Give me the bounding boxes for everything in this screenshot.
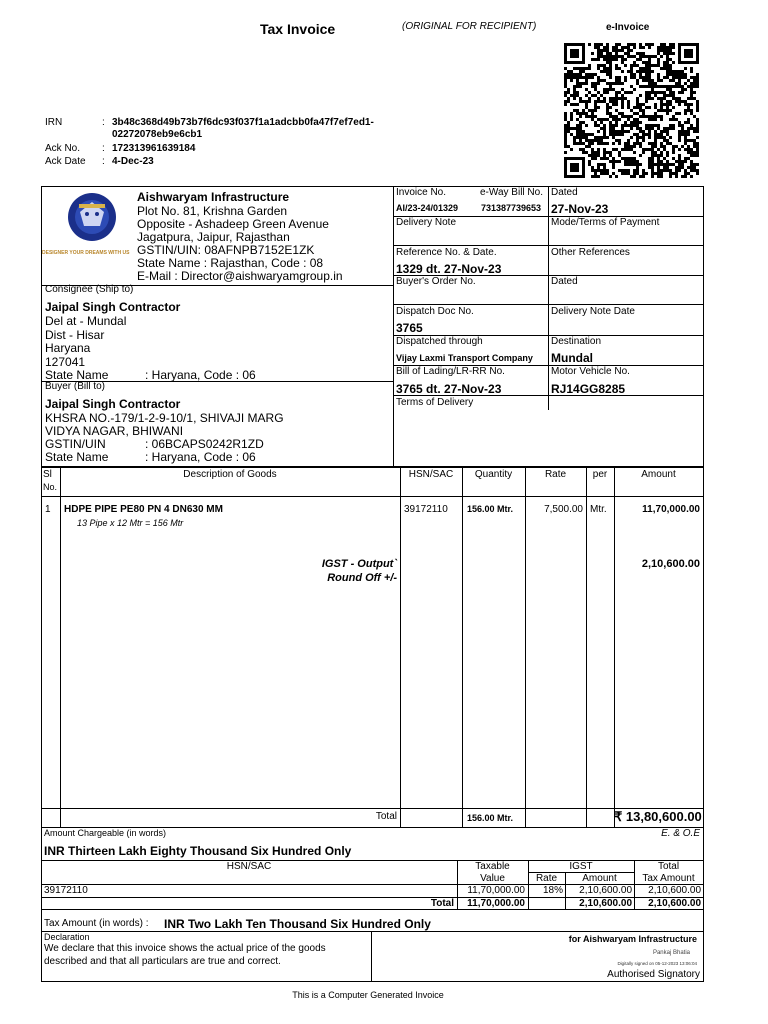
declaration-label: Declaration [44, 932, 90, 942]
summary-amount-header: Amount [582, 873, 617, 884]
tax-words-label: Tax Amount (in words) : [44, 918, 149, 929]
irn-value-line1: 3b48c368d49b73b7f6dc93f037f1a1adcbb0fa47f7ef7ed1- [112, 117, 374, 128]
consignee-state-value: : Haryana, Code : 06 [145, 368, 256, 382]
summary-rate-header: Rate [535, 873, 558, 884]
summary-total-header-2: Tax Amount [642, 873, 695, 884]
dispatch-doc-label: Dispatch Doc No. [396, 306, 474, 317]
seller-gstin: GSTIN/UIN: 08AFNPB7152E1ZK [137, 243, 315, 257]
ack-date-colon: : [102, 156, 105, 167]
col-sl: Sl [43, 469, 52, 480]
amount-in-words: INR Thirteen Lakh Eighty Thousand Six Hundred Only [44, 844, 352, 858]
delivery-note-label: Delivery Note [396, 217, 457, 228]
summary-total-amount: 2,10,600.00 [579, 898, 632, 909]
eway-bill-value: 731387739653 [481, 203, 542, 213]
consignee-line-1: Del at - Mundal [45, 314, 127, 328]
summary-row-amount: 2,10,600.00 [579, 885, 632, 896]
consignee-line-2: Dist - Hisar [45, 328, 105, 342]
consignee-name: Jaipal Singh Contractor [45, 300, 181, 314]
irn-colon: : [102, 117, 105, 128]
terms-of-delivery-label: Terms of Delivery [396, 397, 474, 408]
invoice-title: Tax Invoice [260, 21, 336, 37]
invoice-no-label: Invoice No. [396, 187, 447, 198]
buyers-order-label: Buyer's Order No. [396, 276, 476, 287]
ack-no-colon: : [102, 143, 105, 154]
col-no: No. [43, 482, 58, 492]
buyer-state-label: State Name [45, 450, 109, 464]
col-quantity: Quantity [474, 469, 513, 480]
seller-address-1: Plot No. 81, Krishna Garden [137, 204, 288, 218]
dispatched-through-label: Dispatched through [396, 336, 483, 347]
ack-no-value: 172313961639184 [112, 143, 196, 154]
for-company-label: for Aishwaryam Infrastructure [568, 934, 697, 944]
qr-code [564, 43, 700, 181]
seller-address-2: Opposite - Ashadeep Green Avenue [137, 217, 329, 231]
computer-generated-note: This is a Computer Generated Invoice [292, 990, 444, 1000]
motor-vehicle-label: Motor Vehicle No. [551, 366, 630, 377]
consignee-label: Consignee (Ship to) [45, 284, 134, 295]
dated-label: Dated [551, 187, 578, 198]
motor-vehicle-value: RJ14GG8285 [551, 382, 626, 396]
igst-output-label: IGST - Output` [321, 558, 397, 570]
declaration-text-2: described and that all particulars are true and correct. [44, 956, 281, 967]
dated2-label: Dated [551, 276, 578, 287]
invoice-no-value: AI/23-24/01329 [396, 203, 459, 213]
other-references-label: Other References [551, 247, 630, 258]
summary-hsn-header: HSN/SAC [226, 861, 272, 872]
summary-igst-header: IGST [569, 861, 593, 872]
summary-total-taxable: 11,70,000.00 [467, 898, 525, 909]
item-per: Mtr. [590, 504, 607, 515]
declaration-text-1: We declare that this invoice shows the actual price of the goods [44, 943, 326, 954]
col-description: Description of Goods [183, 469, 277, 480]
signer-name: Pankaj Bhatia [652, 950, 690, 956]
summary-total-label: Total [430, 898, 454, 909]
round-off-label: Round Off +/- [327, 572, 397, 584]
item-description: HDPE PIPE PE80 PN 4 DN630 MM [64, 504, 223, 515]
company-logo [54, 190, 130, 252]
irn-value-line2: 02272078eb9e6cb1 [112, 129, 203, 140]
buyer-gstin-value: : 06BCAPS0242R1ZD [145, 437, 264, 451]
digital-signature-stamp: Digitally signed on 05-12-2023 13:06:04 [617, 961, 697, 966]
summary-row-total: 2,10,600.00 [648, 885, 701, 896]
seller-state: State Name : Rajasthan, Code : 08 [137, 256, 324, 270]
tax-words-value: INR Two Lakh Ten Thousand Six Hundred Only [164, 917, 431, 931]
bill-lading-label: Bill of Lading/LR-RR No. [396, 366, 505, 377]
ack-date-label: Ack Date [45, 156, 86, 167]
summary-row-rate: 18% [542, 885, 563, 896]
col-amount: Amount [641, 469, 676, 480]
item-amount: 11,70,000.00 [642, 504, 700, 515]
igst-output-amount: 2,10,600.00 [641, 558, 700, 570]
delivery-note-date-label: Delivery Note Date [551, 306, 635, 317]
authorised-signatory-label: Authorised Signatory [607, 969, 700, 980]
summary-total-tax: 2,10,600.00 [648, 898, 701, 909]
dispatch-doc-value: 3765 [396, 321, 423, 335]
consignee-line-3: Haryana [45, 341, 91, 355]
total-amount: ₹ 13,80,600.00 [614, 809, 702, 824]
destination-label: Destination [551, 336, 602, 347]
eoe-label: E. & O.E [661, 828, 700, 839]
item-quantity: 156.00 Mtr. [467, 504, 514, 514]
total-label: Total [375, 811, 397, 822]
seller-address-3: Jagatpura, Jaipur, Rajasthan [137, 230, 290, 244]
col-rate: Rate [544, 469, 567, 480]
dispatched-through-value: Vijay Laxmi Transport Company [396, 353, 533, 363]
summary-total-header-1: Total [657, 861, 680, 872]
item-hsn: 39172110 [404, 504, 448, 515]
dated-value: 27-Nov-23 [551, 202, 609, 216]
eway-bill-label: e-Way Bill No. [480, 187, 543, 198]
col-hsn: HSN/SAC [408, 469, 454, 480]
buyer-gstin-label: GSTIN/UIN [45, 437, 106, 451]
seller-email: E-Mail : Director@aishwaryamgroup.in [137, 269, 343, 283]
summary-taxable-header-1: Taxable [475, 861, 510, 872]
destination-value: Mundal [551, 351, 593, 365]
logo-tagline: DESIGNER YOUR DREAMS WITH US [42, 250, 130, 256]
reference-value: 1329 dt. 27-Nov-23 [396, 262, 502, 276]
summary-row-taxable: 11,70,000.00 [467, 885, 525, 896]
summary-taxable-header-2: Value [480, 873, 505, 884]
total-quantity: 156.00 Mtr. [467, 813, 514, 823]
ack-no-label: Ack No. [45, 143, 81, 154]
mode-terms-label: Mode/Terms of Payment [551, 217, 660, 228]
consignee-line-4: 127041 [45, 355, 86, 369]
irn-label: IRN [45, 117, 63, 128]
summary-row-hsn: 39172110 [44, 885, 88, 896]
buyer-line-1: KHSRA NO.-179/1-2-9-10/1, SHIVAJI MARG [45, 411, 284, 425]
reference-label: Reference No. & Date. [396, 247, 497, 258]
einvoice-label: e-Invoice [606, 22, 650, 33]
col-per: per [592, 469, 608, 480]
buyer-line-2: VIDYA NAGAR, BHIWANI [45, 424, 184, 438]
ack-date-value: 4-Dec-23 [112, 156, 154, 167]
bill-lading-value: 3765 dt. 27-Nov-23 [396, 382, 502, 396]
buyer-state-value: : Haryana, Code : 06 [145, 450, 256, 464]
seller-name: Aishwaryam Infrastructure [137, 190, 290, 204]
buyer-label: Buyer (Bill to) [45, 381, 106, 392]
consignee-state-label: State Name [45, 368, 109, 382]
buyer-name: Jaipal Singh Contractor [45, 397, 181, 411]
item-sub-description: 13 Pipe x 12 Mtr = 156 Mtr [77, 518, 184, 528]
item-sl: 1 [45, 504, 51, 515]
item-rate: 7,500.00 [544, 504, 583, 515]
original-copy-label: (ORIGINAL FOR RECIPIENT) [402, 21, 537, 32]
amount-chargeable-label: Amount Chargeable (in words) [44, 828, 167, 838]
